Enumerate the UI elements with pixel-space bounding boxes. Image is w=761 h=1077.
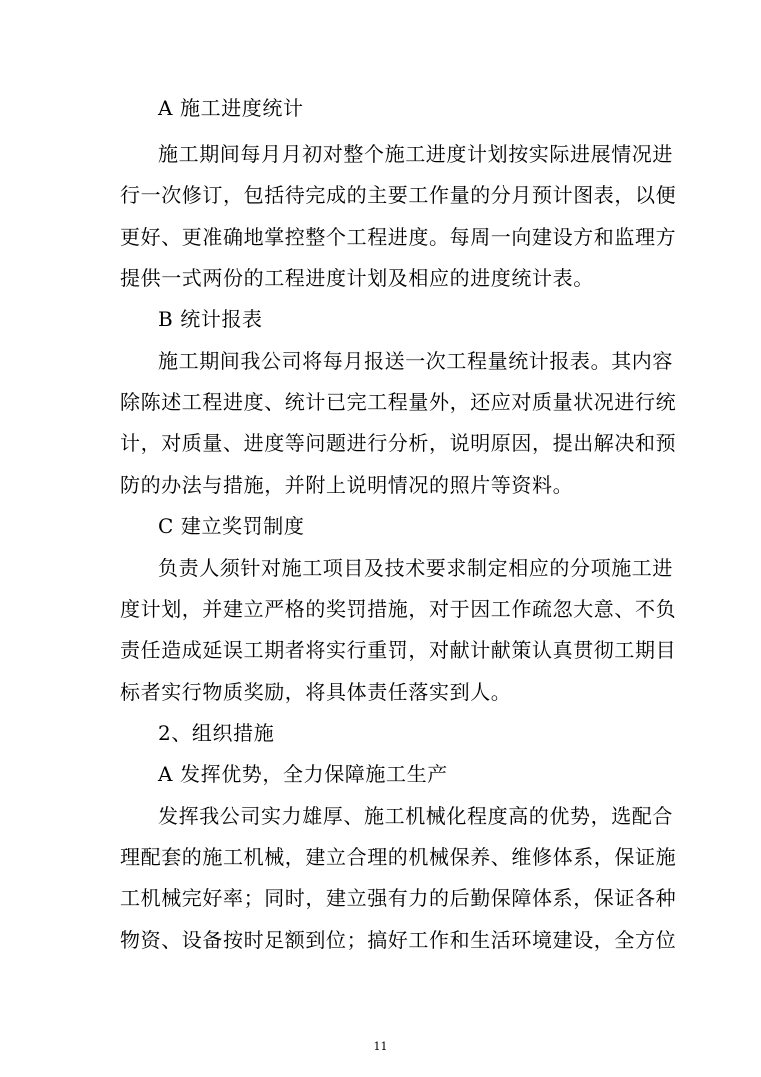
- paragraph-line: 负责人须针对施工项目及技术要求制定相应的分项施工进: [158, 556, 673, 580]
- paragraph-line: 提供一式两份的工程进度计划及相应的进度统计表。: [120, 266, 594, 290]
- paragraph-line: 施工期间我公司将每月报送一次工程量统计报表。其内容: [158, 349, 673, 373]
- heading-a-schedule-stats: A 施工进度统计: [158, 96, 304, 120]
- paragraph-line: 计，对质量、进度等问题进行分析，说明原因，提出解决和预: [120, 431, 677, 455]
- paragraph-line: 发挥我公司实力雄厚、施工机械化程度高的优势，选配合: [158, 804, 673, 828]
- paragraph-line: 度计划，并建立严格的奖罚措施，对于因工作疏忽大意、不负: [120, 597, 677, 621]
- paragraph-line: 理配套的施工机械，建立合理的机械保养、维修体系，保证施: [120, 845, 677, 869]
- paragraph-line: 更好、更准确地掌控整个工程进度。每周一向建设方和监理方: [120, 225, 677, 249]
- paragraph-line: 工机械完好率；同时，建立强有力的后勤保障体系，保证各种: [120, 886, 677, 910]
- paragraph-line: 除陈述工程进度、统计已完工程量外，还应对质量状况进行统: [120, 390, 677, 414]
- page-number: 11: [373, 1040, 388, 1053]
- paragraph-line: 防的办法与措施，并附上说明情况的照片等资料。: [120, 473, 574, 497]
- heading-2-organization: 2、组织措施: [158, 721, 275, 745]
- heading-a-leverage-advantages: A 发挥优势，全力保障施工生产: [158, 762, 448, 786]
- paragraph-line: 行一次修订，包括待完成的主要工作量的分月预计图表，以便: [120, 183, 677, 207]
- heading-b-stat-reports: B 统计报表: [158, 307, 263, 331]
- paragraph-line: 施工期间每月月初对整个施工进度计划按实际进展情况进: [158, 142, 673, 166]
- paragraph-line: 责任造成延误工期者将实行重罚，对献计献策认真贯彻工期目: [120, 638, 677, 662]
- paragraph-line: 物资、设备按时足额到位；搞好工作和生活环境建设，全方位: [120, 928, 677, 952]
- paragraph-line: 标者实行物质奖励，将具体责任落实到人。: [120, 680, 512, 704]
- heading-c-reward-penalty: C 建立奖罚制度: [158, 514, 305, 538]
